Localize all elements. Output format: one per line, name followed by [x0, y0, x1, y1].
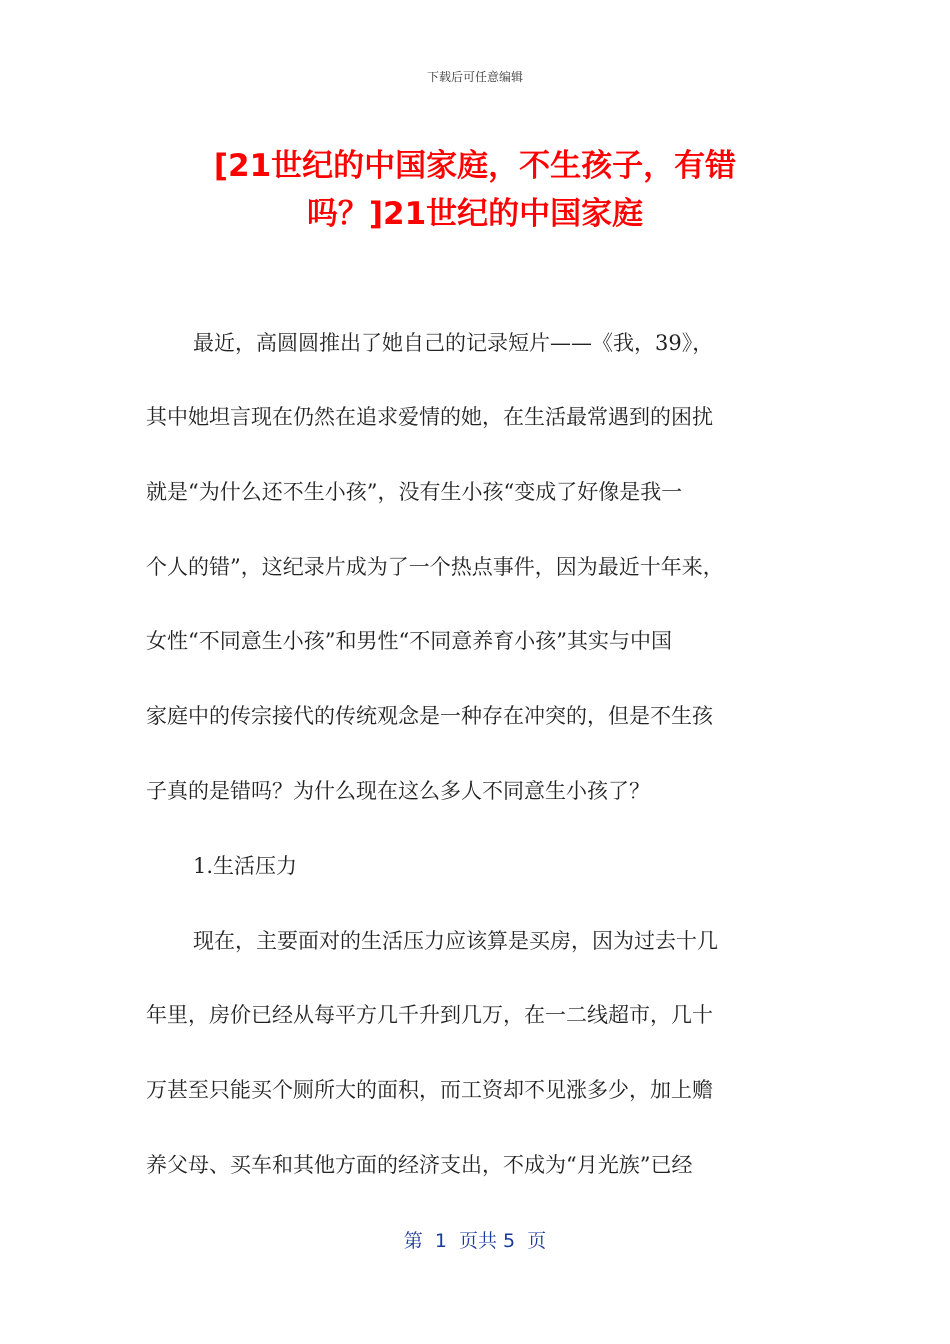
page-number: 第 1 页共 5 页	[403, 1230, 547, 1252]
paragraph-line: 其中她坦言现在仍然在追求爱情的她，在生活最常遇到的困扰	[146, 405, 713, 429]
paragraph-line: 年里，房价已经从每平方几千升到几万，在一二线超市，几十	[146, 1003, 713, 1027]
paragraph-line: 家庭中的传宗接代的传统观念是一种存在冲突的，但是不生孩	[146, 704, 713, 728]
header-note: 下载后可任意编辑	[426, 70, 523, 84]
title-line-1: [21世纪的中国家庭，不生孩子，有错	[213, 148, 737, 184]
title-line-2: 吗？]21世纪的中国家庭	[306, 196, 644, 232]
paragraph-line: 就是“为什么还不生小孩”，没有生小孩“变成了好像是我一	[146, 480, 683, 504]
paragraph-line: 子真的是错吗？为什么现在这么多人不同意生小孩了？	[146, 779, 650, 803]
paragraph-line: 万甚至只能买个厕所大的面积，而工资却不见涨多少，加上赡	[146, 1078, 713, 1102]
paragraph-line: 女性“不同意生小孩”和男性“不同意养育小孩”其实与中国	[146, 629, 672, 653]
paragraph-line: 养父母、买车和其他方面的经济支出，不成为“月光族”已经	[146, 1153, 693, 1177]
document-title	[100, 142, 850, 238]
paragraph-line: 个人的错”，这纪录片成为了一个热点事件，因为最近十年来，	[146, 555, 724, 579]
section-heading: 1.生活压力	[193, 854, 298, 878]
paragraph-line: 现在，主要面对的生活压力应该算是买房，因为过去十几	[193, 929, 718, 953]
paragraph-line: 最近，高圆圆推出了她自己的记录短片——《我，39》，	[193, 331, 714, 355]
